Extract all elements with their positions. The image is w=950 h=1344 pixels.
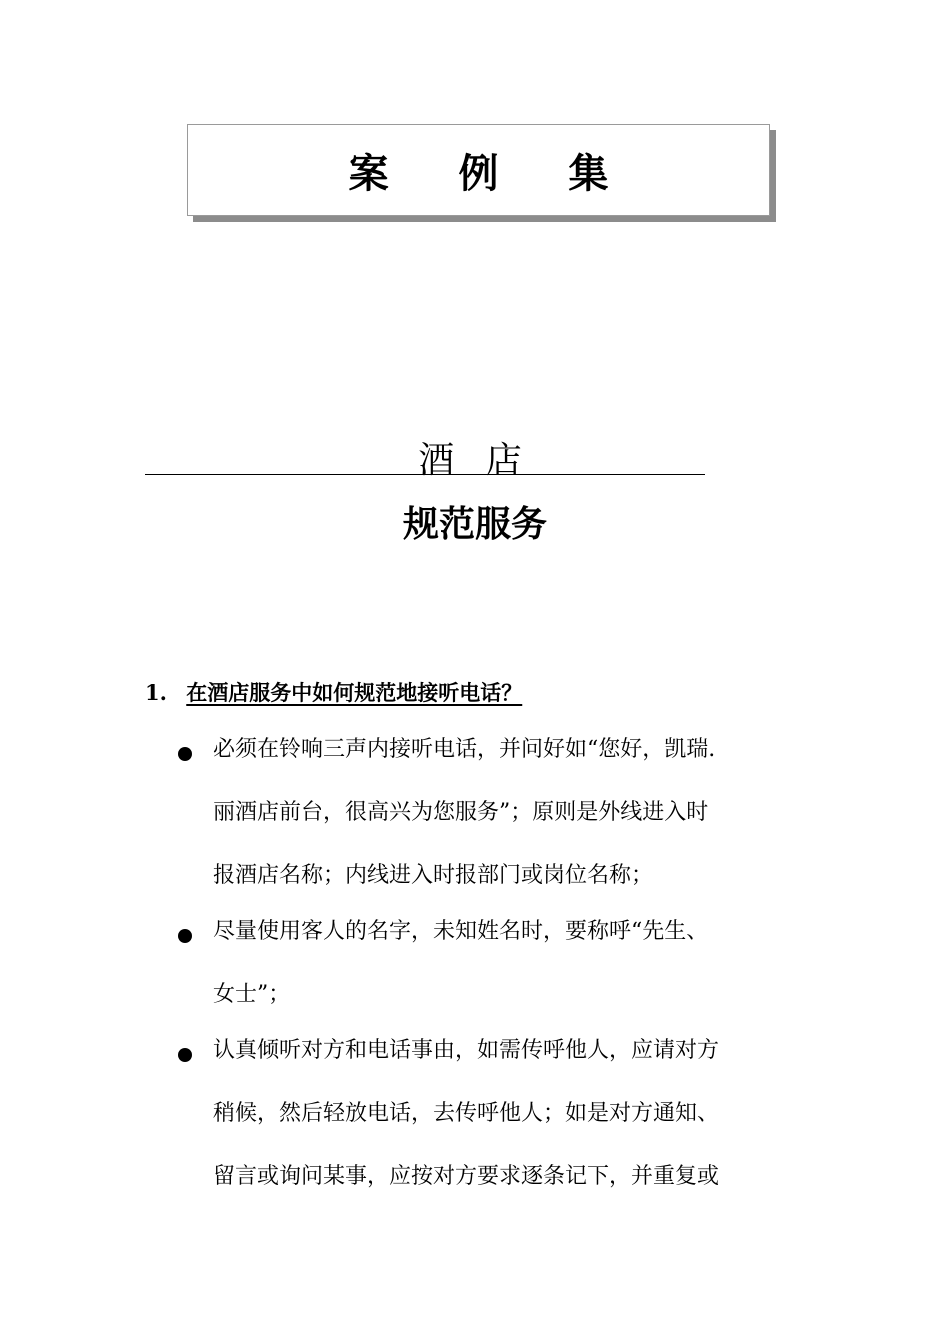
question-heading — [145, 677, 522, 707]
subtitle: 规范服务 — [402, 503, 547, 545]
bullet-line: 尽量使用客人的名字，未知姓名时，要称呼“先生、 — [213, 919, 709, 944]
bullet-line: 认真倾听对方和电话事由，如需传呼他人，应请对方 — [213, 1038, 720, 1063]
hotel-name-underline — [145, 474, 705, 475]
bullet-line: 女士”； — [213, 982, 291, 1007]
question-text: 在酒店服务中如何规范地接听电话？ — [186, 680, 523, 705]
bullet-dot-icon — [178, 1048, 192, 1062]
question-number: 1. — [145, 680, 167, 705]
document-title: 案 例 集 — [348, 150, 637, 197]
bullet-line: 丽酒店前台，很高兴为您服务”；原则是外线进入时 — [213, 800, 709, 825]
bullet-line: 留言或询问某事，应按对方要求逐条记下，并重复或 — [213, 1164, 720, 1189]
title-box — [187, 124, 770, 216]
bullet-line: 必须在铃响三声内接听电话，并问好如“您好，凯瑞. — [213, 737, 716, 762]
bullet-line: 稍候，然后轻放电话，去传呼他人；如是对方通知、 — [213, 1101, 720, 1126]
bullet-dot-icon — [178, 929, 192, 943]
bullet-dot-icon — [178, 747, 192, 761]
bullet-line: 报酒店名称；内线进入时报部门或岗位名称； — [213, 863, 654, 888]
hotel-name: 酒 店 — [418, 440, 532, 481]
